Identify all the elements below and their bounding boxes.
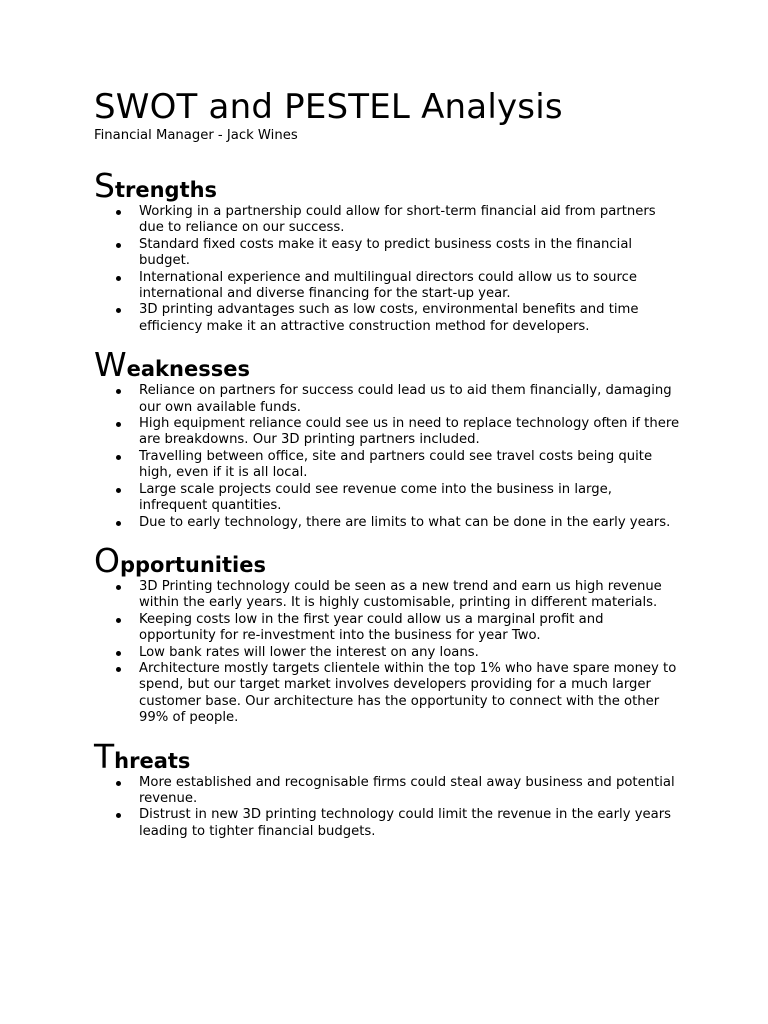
section-threats xyxy=(94,736,684,841)
list-item xyxy=(94,416,684,449)
list-item-text: Working in a partnership could allow for short-term financial aid from partners due to reliance on our success. xyxy=(139,204,656,236)
section-strengths xyxy=(94,166,684,335)
list-item xyxy=(94,482,684,515)
list-item-text: Low bank rates will lower the interest on any loans. xyxy=(139,644,479,660)
bullet-icon xyxy=(116,243,121,248)
list-item-text: Travelling between office, site and partners could see travel costs being quite high, even if it is all local. xyxy=(139,448,653,481)
bullet-icon xyxy=(116,781,121,786)
section-heading-weaknesses xyxy=(94,345,684,385)
list-item-text: Standard fixed costs make it easy to predict business costs in the financial budget. xyxy=(139,236,633,269)
bullet-icon xyxy=(116,422,121,427)
section-heading-threats xyxy=(94,736,684,776)
bullet-icon xyxy=(116,488,121,493)
document-page xyxy=(94,86,684,840)
list-item-text: 3D printing advantages such as low costs, environmental benefits and time efficiency make it an attractive construction method for developers. xyxy=(139,302,639,334)
bullet-icon xyxy=(116,651,121,656)
bullet-icon xyxy=(116,585,121,590)
heading-rest: trengths xyxy=(114,178,218,202)
list-item-text: Distrust in new 3D printing technology could limit the revenue in the early years leading to tighter financial budgets. xyxy=(139,807,672,839)
heading-rest: hreats xyxy=(114,748,191,773)
bullet-icon xyxy=(116,455,121,460)
bullet-icon xyxy=(116,210,121,215)
list-item-text: More established and recognisable firms could steal away business and potential revenue. xyxy=(139,774,675,806)
section-heading-strengths xyxy=(94,166,684,205)
list-item xyxy=(94,612,684,645)
bullet-icon xyxy=(116,667,121,672)
heading-initial: W xyxy=(94,345,127,385)
heading-rest: pportunities xyxy=(119,552,266,577)
bullet-icon xyxy=(116,308,121,313)
section-weaknesses xyxy=(94,345,684,531)
opportunities-list xyxy=(94,579,684,727)
list-item xyxy=(94,302,684,335)
list-item xyxy=(94,383,684,416)
list-item xyxy=(94,204,684,237)
list-item xyxy=(94,237,684,270)
list-item-text: International experience and multilingual directors could allow us to source international and diverse financing for the start-up year. xyxy=(139,269,637,302)
threats-list xyxy=(94,775,684,841)
list-item-text: Reliance on partners for success could lead us to aid them financially, damaging our own available funds. xyxy=(139,383,672,415)
section-heading-opportunities xyxy=(94,540,684,580)
list-item xyxy=(94,449,684,482)
document-title: SWOT and PESTEL Analysis xyxy=(94,87,563,127)
bullet-icon xyxy=(116,276,121,281)
list-item-text: Architecture mostly targets clientele within the top 1% who have spare money to spend, but our target market involves developers providing for a much larger customer base. Our architecture has the opportunity to connect with the other 99% of people. xyxy=(139,660,677,726)
list-item xyxy=(94,775,684,808)
heading-initial: S xyxy=(94,166,115,205)
bullet-icon xyxy=(116,813,121,818)
list-item-text: Large scale projects could see revenue come into the business in large, infrequent quantities. xyxy=(139,481,612,514)
bullet-icon xyxy=(116,521,121,526)
list-item-text: High equipment reliance could see us in need to replace technology often if there are breakdowns. Our 3D printing partners included. xyxy=(139,416,680,448)
weaknesses-list xyxy=(94,383,684,531)
strengths-list xyxy=(94,204,684,335)
list-item xyxy=(94,807,684,840)
bullet-icon xyxy=(116,618,121,623)
heading-initial: T xyxy=(94,736,115,776)
section-opportunities xyxy=(94,540,684,727)
list-item xyxy=(94,579,684,612)
heading-initial: O xyxy=(94,540,120,580)
list-item xyxy=(94,515,684,531)
list-item-text: Keeping costs low in the first year could allow us a marginal profit and opportunity for re-investment into the business for year Two. xyxy=(139,611,604,644)
list-item xyxy=(94,645,684,661)
document-subtitle: Financial Manager - Jack Wines xyxy=(94,128,298,143)
list-item xyxy=(94,270,684,303)
list-item-text: Due to early technology, there are limits to what can be done in the early years. xyxy=(139,514,671,530)
list-item-text: 3D Printing technology could be seen as a new trend and earn us high revenue within the early years. It is highly customisable, printing in different materials. xyxy=(139,578,662,611)
bullet-icon xyxy=(116,389,121,394)
list-item xyxy=(94,661,684,727)
heading-rest: eaknesses xyxy=(126,357,250,382)
